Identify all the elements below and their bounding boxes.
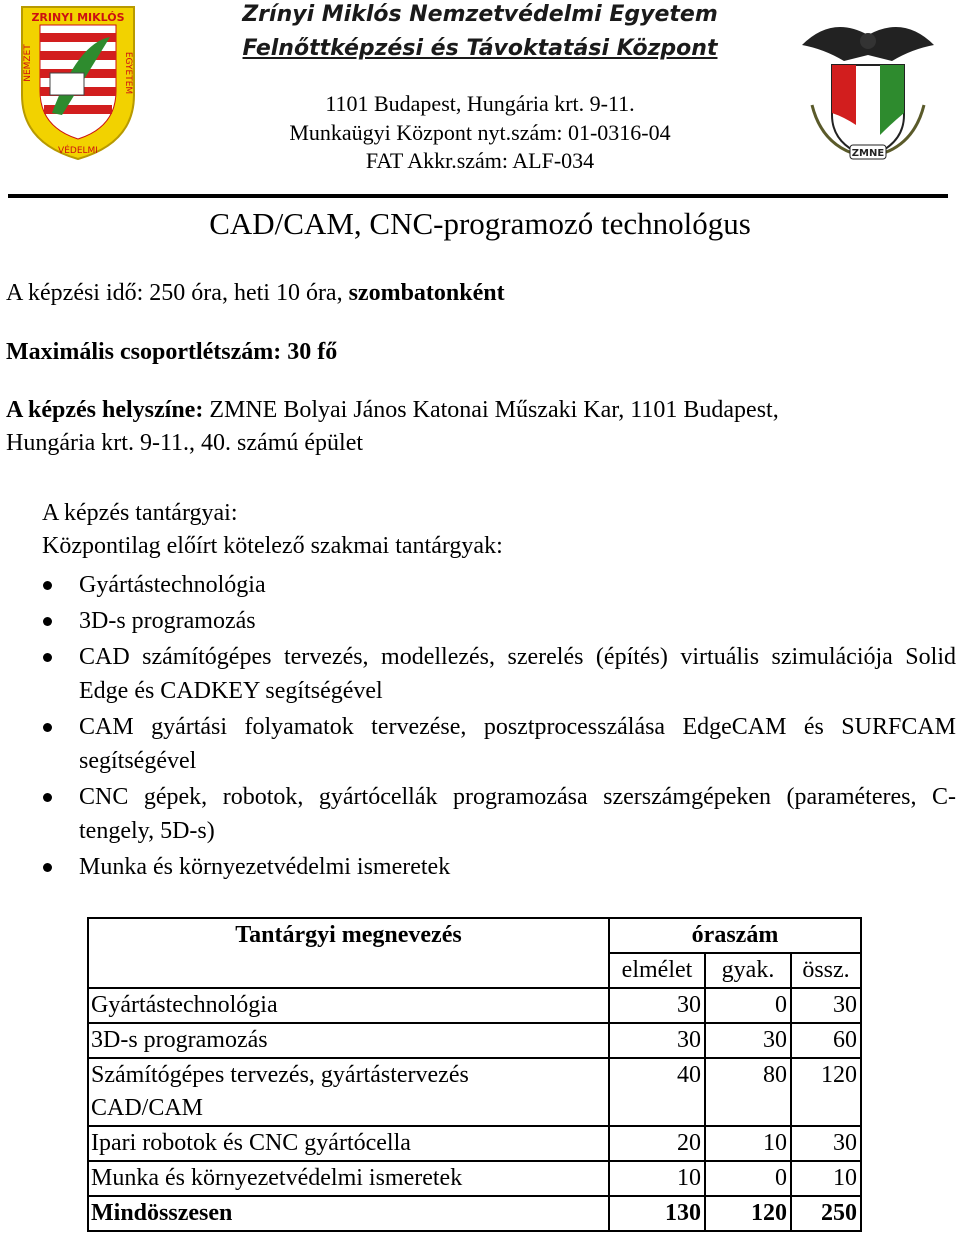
institution-name: Zrínyi Miklós Nemzetvédelmi Egyetem [242, 2, 718, 27]
fat-accreditation: FAT Akkr.szám: ALF-034 [365, 148, 595, 173]
table-row [88, 988, 861, 1023]
bullet-icon [43, 793, 52, 802]
labor-registration: Munkaügyi Központ nyt.szám: 01-0316-04 [289, 120, 671, 145]
practice-cell: 0 [705, 1161, 791, 1196]
bullet-icon [43, 581, 52, 590]
subjects-heading: A képzés tantárgyai: [42, 500, 238, 526]
column-header-hours: óraszám [609, 918, 861, 953]
university-crest-logo [18, 3, 138, 163]
header-divider [8, 194, 948, 198]
subject-text: CAD számítógépes tervezés, modellezés, szerelés (építés) virtuális szimulációja Solid Edge és CADKEY segítségével [79, 644, 956, 704]
total-cell: 30 [791, 1126, 861, 1161]
column-header-practice: gyak. [705, 953, 791, 988]
bullet-icon [43, 723, 52, 732]
list-item [0, 850, 956, 884]
subject-text: Gyártástechnológia [79, 572, 266, 598]
list-item [0, 710, 956, 778]
practice-cell: 10 [705, 1126, 791, 1161]
course-duration [6, 280, 505, 307]
address: 1101 Budapest, Hungária krt. 9-11. [325, 91, 635, 116]
bullet-icon [43, 617, 52, 626]
list-item [0, 640, 956, 708]
svg-text:VÉDELMI: VÉDELMI [58, 146, 98, 156]
theory-cell: 30 [609, 988, 705, 1023]
bullet-icon [43, 863, 52, 872]
practice-cell: 30 [705, 1023, 791, 1058]
list-item [0, 780, 956, 848]
table-header-row [88, 918, 861, 953]
location-line2: Hungária krt. 9-11., 40. számú épület [6, 430, 364, 456]
bullet-icon [43, 653, 52, 662]
table-row [88, 1058, 861, 1126]
subject-name-cell: Gyártástechnológia [88, 988, 609, 1023]
theory-cell: 20 [609, 1126, 705, 1161]
theory-cell: 10 [609, 1161, 705, 1196]
subject-text: 3D-s programozás [79, 608, 256, 634]
svg-text:ZMNE: ZMNE [851, 148, 885, 159]
table-total-row [88, 1196, 861, 1231]
table-row [88, 1023, 861, 1058]
subject-name-cell: Számítógépes tervezés, gyártástervezés CAD/CAM [88, 1058, 609, 1126]
practice-cell: 80 [705, 1058, 791, 1126]
duration-text: A képzési idő: 250 óra, heti 10 óra, [6, 280, 343, 306]
table-row [88, 1126, 861, 1161]
grand-total-cell: 250 [791, 1196, 861, 1231]
subject-name-cell: Munka és környezetvédelmi ismeretek [88, 1161, 609, 1196]
column-header-total: össz. [791, 953, 861, 988]
course-title: CAD/CAM, CNC-programozó technológus [209, 206, 751, 241]
subject-text: CAM gyártási folyamatok tervezése, posztprocesszálása EdgeCAM és SURFCAM segítségével [79, 714, 956, 774]
subject-text: CNC gépek, robotok, gyártócellák programozása szerszámgépeken (paraméteres, C-tengely, 5D-s) [79, 784, 956, 844]
total-cell: 120 [791, 1058, 861, 1126]
location-label: A képzés helyszíne: [6, 397, 204, 423]
subject-list [0, 568, 960, 886]
practice-total-cell: 120 [705, 1196, 791, 1231]
theory-total-cell: 130 [609, 1196, 705, 1231]
svg-text:EGYETEM: EGYETEM [123, 51, 133, 95]
duration-schedule: szombatonként [348, 280, 505, 306]
subject-name-cell: 3D-s programozás [88, 1023, 609, 1058]
column-header-name: Tantárgyi megnevezés [88, 918, 609, 988]
theory-cell: 30 [609, 1023, 705, 1058]
column-header-theory: elmélet [609, 953, 705, 988]
table-row [88, 1161, 861, 1196]
practice-cell: 0 [705, 988, 791, 1023]
total-cell: 60 [791, 1023, 861, 1058]
total-cell: 30 [791, 988, 861, 1023]
total-label-cell: Mindösszesen [88, 1196, 609, 1231]
hours-table [87, 917, 862, 1232]
subjects-intro: Központilag előírt kötelező szakmai tantárgyak: [42, 533, 503, 559]
course-location [6, 397, 779, 424]
list-item [0, 568, 956, 602]
eagle-crest-logo [792, 5, 944, 165]
subject-name-cell: Ipari robotok és CNC gyártócella [88, 1126, 609, 1161]
list-item [0, 604, 956, 638]
theory-cell: 40 [609, 1058, 705, 1126]
svg-text:ZRINYI MIKLÓS: ZRINYI MIKLÓS [31, 11, 125, 24]
svg-text:NEMZET: NEMZET [23, 44, 33, 82]
total-cell: 10 [791, 1161, 861, 1196]
location-line1: ZMNE Bolyai János Katonai Műszaki Kar, 1101 Budapest, [209, 397, 779, 423]
max-group-size: Maximális csoportlétszám: 30 fő [6, 339, 338, 365]
center-name: Felnőttképzési és Távoktatási Központ [242, 36, 718, 61]
subject-text: Munka és környezetvédelmi ismeretek [79, 854, 451, 880]
